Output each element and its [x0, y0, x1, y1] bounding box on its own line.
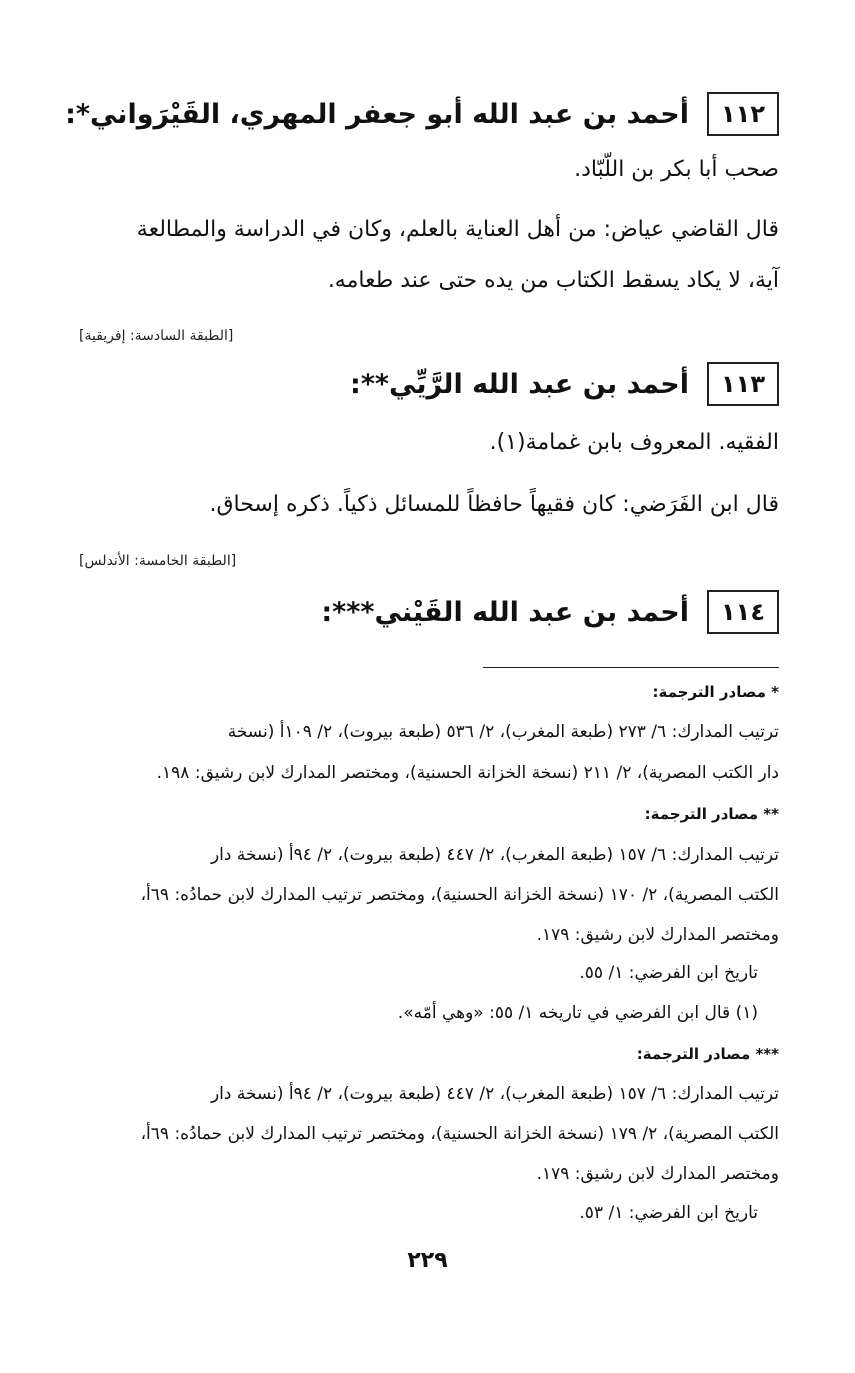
- footnote-1-line-2: دار الكتب المصرية)، ٢/ ٢١١ (نسخة الخزانة الحسنية)، ومختصر المدارك لابن رشيق: ١٩٨.: [156, 763, 779, 783]
- footnote-2-heading: ** مصادر الترجمة:: [644, 805, 779, 823]
- footnote-3-line-4: تاريخ ابن الفرضي: ١/ ٥٣.: [579, 1203, 758, 1223]
- footnote-3-line-1: ترتيب المدارك: ٦/ ١٥٧ (طبعة المغرب)، ٢/ ٤٤٧ (طبعة بيروت)، ٢/ ٩٤أ (نسخة دار: [210, 1084, 779, 1104]
- entry-title: أحمد بن عبد الله القَيْني***:: [321, 596, 689, 628]
- footnote-2-line-2: الكتب المصرية)، ٢/ ١٧٠ (نسخة الخزانة الحسنية)، ومختصر ترتيب المدارك لابن حمادُه: ٦٩أ،: [140, 885, 779, 905]
- entry-number-box: ١١٢: [707, 92, 779, 136]
- entry-113-line-1: الفقيه. المعروف بابن غمامة(١).: [489, 430, 779, 455]
- entry-112-line-1: صحب أبا بكر بن اللّبّاد.: [574, 157, 779, 182]
- tabaqa-label: [الطبقة الخامسة: الأندلس]: [79, 553, 237, 569]
- footnote-1-line-1: ترتيب المدارك: ٦/ ٢٧٣ (طبعة المغرب)، ٢/ ٥٣٦ (طبعة بيروت)، ٢/ ١٠٩أ (نسخة: [227, 722, 779, 742]
- entry-114-heading: [321, 590, 779, 634]
- tabaqa-label: [الطبقة السادسة: إفريقية]: [79, 328, 234, 344]
- entry-number-box: ١١٤: [707, 590, 779, 634]
- footnote-divider: [483, 667, 779, 668]
- entry-title: أحمد بن عبد الله أبو جعفر المهري، القَيْرَواني*:: [65, 98, 689, 130]
- footnote-1-heading: * مصادر الترجمة:: [652, 683, 779, 701]
- footnote-2-line-5: (١) قال ابن الفرضي في تاريخه ١/ ٥٥: «وهي أمّه».: [397, 1003, 758, 1023]
- entry-112-heading: [65, 92, 779, 136]
- entry-number-box: ١١٣: [707, 362, 779, 406]
- entry-113-heading: [350, 362, 779, 406]
- footnote-3-line-2: الكتب المصرية)، ٢/ ١٧٩ (نسخة الخزانة الحسنية)، ومختصر ترتيب المدارك لابن حمادُه: ٦٩أ،: [140, 1124, 779, 1144]
- entry-113-line-2: قال ابن الفَرَضي: كان فقيهاً حافظاً للمسائل ذكياً. ذكره إسحاق.: [209, 492, 779, 517]
- footnote-3-line-3: ومختصر المدارك لابن رشيق: ١٧٩.: [536, 1164, 779, 1184]
- footnote-2-line-1: ترتيب المدارك: ٦/ ١٥٧ (طبعة المغرب)، ٢/ ٤٤٧ (طبعة بيروت)، ٢/ ٩٤أ (نسخة دار: [210, 845, 779, 865]
- entry-112-line-3: آية، لا يكاد يسقط الكتاب من يده حتى عند طعامه.: [327, 268, 779, 293]
- page-number: ٢٢٩: [407, 1248, 448, 1273]
- footnote-2-line-3: ومختصر المدارك لابن رشيق: ١٧٩.: [536, 925, 779, 945]
- entry-title: أحمد بن عبد الله الرَّيِّي**:: [350, 368, 689, 400]
- footnote-2-line-4: تاريخ ابن الفرضي: ١/ ٥٥.: [579, 963, 758, 983]
- footnote-3-heading: *** مصادر الترجمة:: [636, 1045, 779, 1063]
- entry-112-line-2: قال القاضي عياض: من أهل العناية بالعلم، وكان في الدراسة والمطالعة: [136, 217, 779, 242]
